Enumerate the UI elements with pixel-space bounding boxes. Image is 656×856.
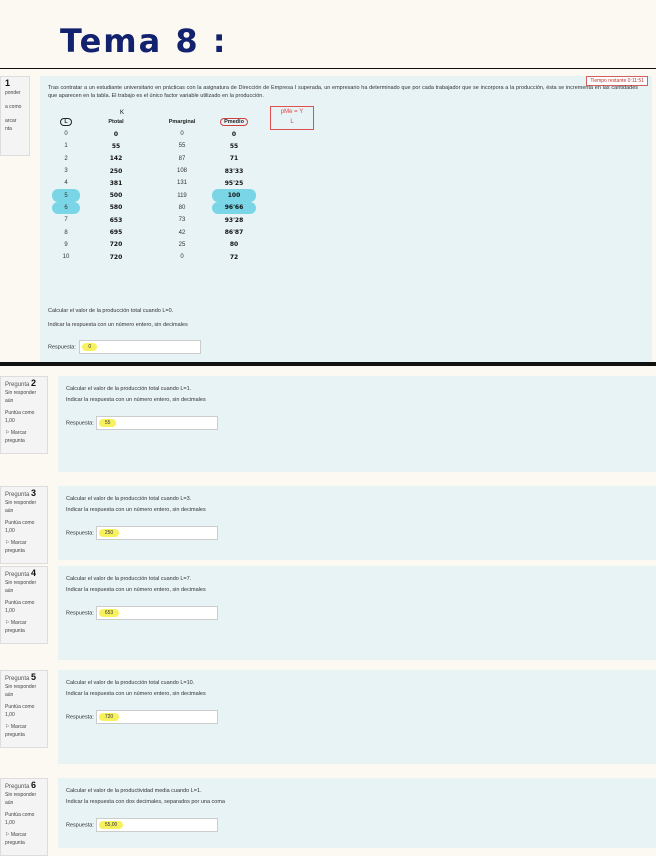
question-info-5 (0, 670, 48, 748)
answer-input[interactable] (96, 710, 218, 724)
table-cell: 0 (64, 131, 68, 138)
answer-value: 55 (99, 419, 117, 427)
table-cell: 9 (64, 241, 68, 248)
question-instruction: Indicar la respuesta con un número entero, sin decimales (66, 691, 206, 697)
table-cell: 2 (64, 155, 68, 162)
question-text: Calcular el valor de la producción total cuando L=10. (66, 680, 195, 686)
flag-icon: ⚐ (5, 540, 10, 546)
table-cell: 119 (177, 192, 187, 199)
question-text: Calcular el valor de la producción total cuando L=0. (48, 308, 174, 314)
table-row (52, 165, 256, 177)
question-instruction: Indicar la respuesta con un número entero, sin decimales (66, 507, 206, 513)
table-row (52, 177, 256, 189)
table-cell: 55 (111, 142, 121, 150)
table-row (52, 128, 256, 140)
question-card-5 (58, 670, 656, 764)
production-table (52, 116, 256, 263)
question-card-1 (40, 76, 652, 364)
table-row (52, 202, 256, 214)
question-score: Puntúa como 1,00 (5, 704, 35, 718)
table-cell: 695 (109, 229, 123, 237)
answer-input[interactable] (96, 526, 218, 540)
question-score: Puntúa como 1,00 (5, 812, 35, 826)
question-card-3 (58, 486, 656, 560)
table-cell: 83'33 (224, 167, 244, 175)
flag-question-link[interactable]: ⚐ Marcar pregunta (5, 430, 27, 444)
question-info-2 (0, 376, 48, 454)
question-score: Puntúa como 1,00 (5, 410, 35, 424)
table-cell: 0 (180, 254, 184, 261)
formula-annotation: pMe = Y L (270, 106, 314, 130)
question-number: Pregunta 2 (5, 378, 37, 388)
header-pmarginal: Pmarginal (168, 119, 196, 125)
question-card-2 (58, 376, 656, 472)
screenshot-divider (0, 362, 656, 366)
question-number: 1 (5, 78, 11, 88)
header-ptotal: Ptotal (108, 119, 124, 125)
question-number: Pregunta 3 (5, 488, 37, 498)
header-l: L (60, 118, 71, 126)
table-cell: 8 (64, 229, 68, 236)
table-cell: 96'66 (212, 202, 256, 214)
answer-input[interactable] (79, 340, 201, 354)
question-instruction: Indicar la respuesta con dos decimales, separados por una coma (66, 799, 225, 805)
question-text: Calcular el valor de la producción total cuando L=7. (66, 576, 192, 582)
timer: Tiempo restante 0:11:51 (586, 76, 648, 86)
question-info-4 (0, 566, 48, 644)
response-row (66, 526, 218, 540)
response-label: Respuesta: (66, 420, 94, 427)
response-row (66, 818, 218, 832)
table-cell: 500 (109, 192, 123, 200)
question-number: Pregunta 4 (5, 568, 37, 578)
answer-value: 653 (99, 609, 119, 617)
question-score: Puntúa como 1,00 (5, 520, 35, 534)
table-cell: 0 (231, 130, 237, 138)
table-cell: 93'28 (224, 216, 244, 224)
table-cell: 4 (64, 180, 68, 187)
question-card-4 (58, 566, 656, 660)
table-cell: 142 (109, 155, 123, 163)
question-info-1 (0, 76, 30, 156)
response-label: Respuesta: (48, 344, 76, 351)
table-cell: 1 (64, 143, 68, 150)
k-annotation: K (120, 110, 125, 116)
question-status: Sin responder aún (5, 580, 37, 594)
table-cell: 0 (180, 131, 184, 138)
question-card-6 (58, 778, 656, 848)
table-cell: 653 (109, 216, 123, 224)
table-cell: 0 (113, 130, 119, 138)
answer-input[interactable] (96, 606, 218, 620)
table-cell: 580 (109, 204, 123, 212)
table-cell: 42 (178, 229, 186, 236)
flag-question-link[interactable]: ⚐ Marcar pregunta (5, 620, 27, 634)
table-cell: 80 (229, 241, 239, 249)
response-label: Respuesta: (66, 530, 94, 537)
table-cell: 73 (178, 217, 186, 224)
flag-question-link[interactable]: ⚐ Marcar pregunta (5, 832, 27, 846)
table-cell: 3 (64, 168, 68, 175)
response-row (66, 416, 218, 430)
table-row (52, 239, 256, 251)
table-row (52, 153, 256, 165)
question-instruction: Indicar la respuesta con un número entero, sin decimales (48, 322, 188, 328)
question-number: Pregunta 6 (5, 780, 37, 790)
table-cell: 95'25 (224, 179, 244, 187)
info-line: a como (5, 104, 22, 110)
answer-input[interactable] (96, 416, 218, 430)
question-score: Puntúa como 1,00 (5, 600, 35, 614)
answer-value: 720 (99, 713, 119, 721)
info-line: nta (5, 126, 12, 132)
answer-value: 0 (82, 343, 97, 351)
table-cell: 100 (212, 189, 256, 201)
question-info-6 (0, 778, 48, 856)
flag-question-link[interactable]: ⚐ Marcar pregunta (5, 540, 27, 554)
table-cell: 720 (109, 241, 123, 249)
question-instruction: Indicar la respuesta con un número entero, sin decimales (66, 587, 206, 593)
header-pmedio: Pmedio (220, 118, 248, 126)
divider (0, 68, 656, 69)
question-text: Calcular el valor de la producción total cuando L=1. (66, 386, 192, 392)
table-row (52, 140, 256, 152)
response-row (48, 340, 201, 354)
info-line: ponder (5, 90, 21, 96)
table-row (52, 214, 256, 226)
question-instruction: Indicar la respuesta con un número entero, sin decimales (66, 397, 206, 403)
table-cell: 108 (176, 168, 187, 175)
table-row (52, 226, 256, 238)
table-cell: 7 (64, 217, 68, 224)
question-intro: Tras contratar a un estudiante universitario en prácticas con la asignatura de Dirección de Empresa I superada, un empresario ha determinado que por cada trabajador que se incorpora a la producción, ésta se incrementa en las cantidades que aparecen en la tabla. El trabajo es el único factor variable utilizado en la producción. (48, 85, 638, 99)
table-cell: 80 (178, 204, 186, 211)
question-status: Sin responder aún (5, 500, 37, 514)
flag-question-link[interactable]: ⚐ Marcar pregunta (5, 724, 27, 738)
question-status: Sin responder aún (5, 390, 37, 404)
response-label: Respuesta: (66, 610, 94, 617)
answer-input[interactable] (96, 818, 218, 832)
response-row (66, 710, 218, 724)
table-cell: 10 (62, 254, 70, 261)
response-row (66, 606, 218, 620)
answer-value: 55,00 (99, 821, 124, 829)
flag-icon: ⚐ (5, 724, 10, 730)
table-cell: 5 (52, 189, 80, 201)
question-number: Pregunta 5 (5, 672, 37, 682)
flag-link[interactable]: arcar (5, 118, 17, 124)
table-cell: 381 (109, 179, 123, 187)
table-cell: 720 (109, 253, 123, 261)
table-row (52, 251, 256, 263)
question-status: Sin responder aún (5, 684, 37, 698)
flag-icon: ⚐ (5, 620, 10, 626)
response-label: Respuesta: (66, 714, 94, 721)
table-cell: 86'87 (224, 229, 244, 237)
flag-icon: ⚐ (5, 430, 10, 436)
question-text: Calcular el valor de la productividad media cuando L=1. (66, 788, 202, 794)
table-cell: 55 (229, 142, 239, 150)
flag-icon: ⚐ (5, 832, 10, 838)
table-cell: 55 (178, 143, 186, 150)
question-text: Calcular el valor de la producción total cuando L=3. (66, 496, 192, 502)
table-cell: 87 (178, 155, 186, 162)
answer-value: 250 (99, 529, 119, 537)
table-row (52, 189, 256, 201)
table-cell: 72 (229, 253, 239, 261)
question-info-3 (0, 486, 48, 564)
page-title: Tema 8 : (60, 22, 228, 60)
question-status: Sin responder aún (5, 792, 37, 806)
table-cell: 250 (109, 167, 123, 175)
table-cell: 131 (176, 180, 187, 187)
table-cell: 25 (178, 241, 186, 248)
table-cell: 6 (52, 202, 80, 214)
response-label: Respuesta: (66, 822, 94, 829)
table-cell: 71 (229, 155, 239, 163)
